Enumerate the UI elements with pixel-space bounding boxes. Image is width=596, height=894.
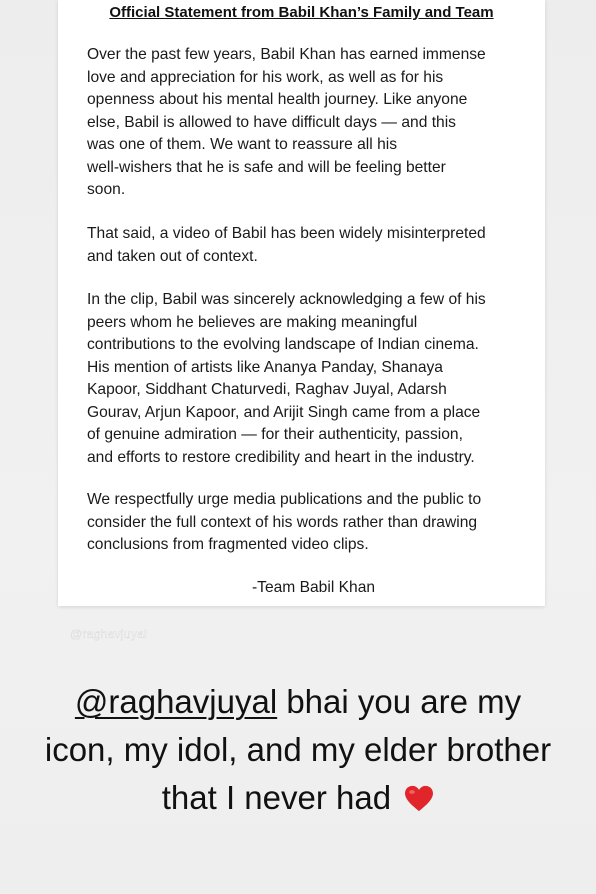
mention-watermark: @raghavjuyal — [70, 627, 148, 641]
statement-title: Official Statement from Babil Khan’s Family and Team — [109, 4, 494, 21]
statement-paragraph-1: Over the past few years, Babil Khan has earned immense love and appreciation for his work, as well as for his openness about his mental health journey. Like anyone else, Babil is allowed to have difficult days — and this was one of them. We want to reassure all his well-wishers that he is safe and will be feeling better soon. — [87, 46, 486, 198]
red-heart-icon — [404, 785, 434, 813]
caption-text: bhai you are my icon, my idol, and my elder brother that I never had — [44, 683, 552, 816]
statement-paragraph-2: That said, a video of Babil has been widely misinterpreted and taken out of context. — [87, 225, 486, 265]
statement-paragraph-3: In the clip, Babil was sincerely acknowledging a few of his peers whom he believes are making meaningful contributions to the evolving landscape of Indian cinema. His mention of artists like Ananya Panday, Shanaya Kapoor, Siddhant Chaturvedi, Raghav Juyal, Adarsh Gourav, Arjun Kapoor, and Arijit Singh came from a place of genuine admiration — for their authenticity, passion, and efforts to restore credibility and heart in the industry. — [87, 291, 486, 466]
story-caption — [40, 678, 556, 822]
heart-highlight — [409, 790, 415, 794]
mention-link[interactable]: @raghavjuyal — [74, 683, 278, 720]
statement-card — [58, 0, 545, 606]
statement-paragraph-4: We respectfully urge media publications and the public to consider the full context of his words rather than drawing conclusions from fragmented video clips. — [87, 491, 482, 553]
heart-shape — [405, 786, 433, 811]
statement-signature: -Team Babil Khan — [251, 579, 376, 596]
